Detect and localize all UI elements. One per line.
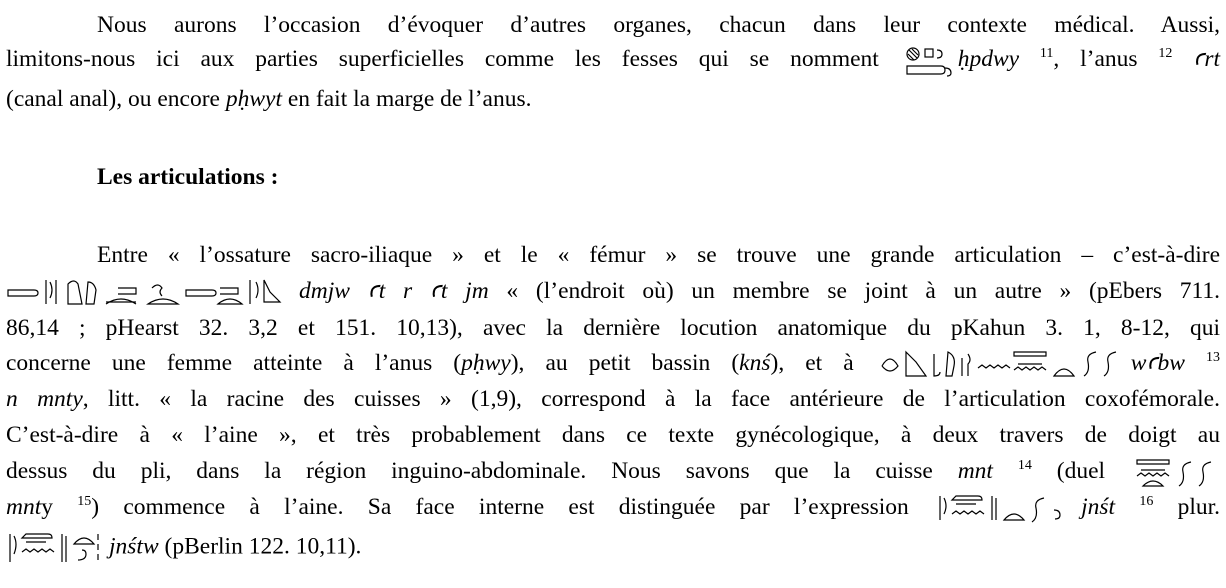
hieroglyph-instw-icon — [6, 528, 106, 568]
p2-line-7 — [6, 454, 1220, 490]
text: en fait la marge de l’anus. — [287, 86, 532, 112]
p2-line-5 — [6, 382, 1220, 416]
text: (duel — [1056, 458, 1106, 484]
text: ), et à — [770, 350, 854, 376]
transliteration: jnśt — [1081, 494, 1116, 520]
text: (canal anal), ou encore — [6, 86, 220, 112]
footnote-ref: 11 — [1039, 46, 1054, 62]
text: , litt. « la racine des cuisses » (1,9), correspond à la face antérieure de l’articulation coxofémorale. — [82, 386, 1220, 412]
hieroglyph-hpdwy-icon — [903, 44, 955, 78]
transliteration: pḥwy — [461, 350, 511, 376]
text: « (l’endroit où) un membre se joint à un autre » (pEbers 711. — [506, 278, 1221, 304]
text: , l’anus — [1053, 46, 1138, 72]
section-heading: Les articulations : — [97, 164, 279, 190]
transliteration: dmjw ꜥt r ꜥt jm — [299, 278, 489, 304]
p2-line-8 — [6, 490, 1220, 526]
p2-line-9 — [6, 528, 1220, 568]
footnote-ref: 13 — [1206, 350, 1221, 366]
transliteration: wꜥbw — [1130, 350, 1185, 376]
transliteration: jnśtw — [109, 533, 159, 560]
text: 86,14 ; pHearst 32. 3,2 et 151. 10,13), avec la dernière locution anatomique du pKahun 3. 1, 8-12, qui — [6, 315, 1220, 341]
transliteration: ꜥrt — [1193, 46, 1221, 72]
p2-line-3 — [6, 311, 1220, 345]
text: ), au petit bassin ( — [510, 350, 740, 376]
footnote-ref: 15 — [77, 494, 92, 510]
hieroglyph-mnty-icon — [1133, 456, 1217, 490]
p2-line-2 — [6, 274, 1220, 310]
text: Nous aurons l’occasion d’évoquer d’autres organes, chacun dans leur contexte médical. Aussi, — [97, 12, 1220, 38]
text: limitons-nous ici aux parties superficielles comme les fesses qui se nomment — [6, 46, 879, 72]
transliteration: mnt — [957, 458, 993, 484]
p1-line-3 — [6, 82, 1220, 116]
footnote-ref: 14 — [1017, 458, 1032, 474]
p2-line-1 — [97, 238, 1220, 272]
text: C’est-à-dire à « l’aine », et très probablement dans ce texte gynécologique, à deux travers de doigt au — [6, 422, 1220, 448]
p2-line-4 — [6, 346, 1220, 382]
p1-line-2 — [6, 42, 1220, 78]
hieroglyph-inst-icon — [936, 492, 1078, 526]
p2-line-6 — [6, 418, 1220, 452]
text: (pBerlin 122. 10,11). — [164, 533, 362, 560]
transliteration: mnt — [6, 494, 42, 520]
transliteration: ḥpdwy — [957, 46, 1020, 72]
text: ) commence à l’aine. Sa face interne est distinguée par l’expression — [91, 494, 909, 520]
hieroglyph-dmjw-icon — [6, 276, 296, 310]
text: y — [41, 494, 53, 520]
transliteration: n mnty — [6, 386, 83, 412]
transliteration: pḥwyt — [225, 86, 282, 112]
text: concerne une femme atteinte à l’anus ( — [6, 350, 462, 376]
transliteration: knś — [739, 350, 771, 376]
p1-line-1 — [97, 8, 1220, 42]
text: plur. — [1177, 494, 1221, 520]
hieroglyph-wabw-icon — [878, 348, 1128, 382]
footnote-ref: 12 — [1158, 46, 1173, 62]
text: dessus du pli, dans la région inguino-abdominale. Nous savons que la cuisse — [6, 458, 933, 484]
footnote-ref: 16 — [1139, 494, 1154, 510]
text: Entre « l’ossature sacro-iliaque » et le « fémur » se trouve une grande articulation – c’est-à-dire — [97, 242, 1220, 268]
